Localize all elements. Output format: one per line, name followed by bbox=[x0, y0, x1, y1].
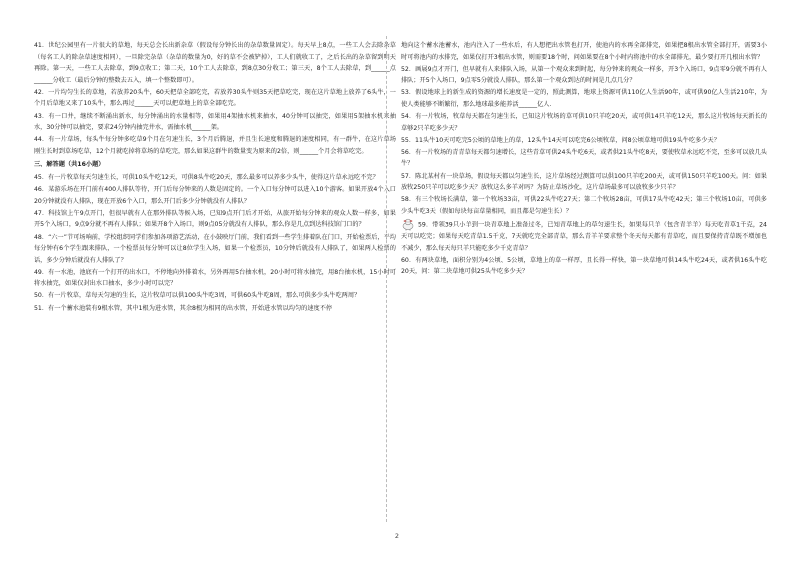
question-46: 46．某游乐场在开门前有400人排队等待，开门后每分钟来的人数是固定的。一个入口每分钟可以进入10个游客。如果开放4个入口20分钟就没有人排队，现在开放6个入口，那么开门后多少分钟就没有人排队？ bbox=[34, 186, 396, 205]
question-49: 49．有一水池，池底有一个打开的出水口，不停地向外排着水，另外再用5台抽水机，20小时可将水抽完，用8台抽水机，15小时可将水抽完，如果仅封出水口抽水，多少小时可以完？ bbox=[34, 268, 396, 288]
question-50: 50．有一片牧草，草每天匀速的生长，这片牧草可以供100头牛吃3周，可供60头牛吃8周，那么可供多少头牛吃两周？ bbox=[34, 292, 361, 300]
question-56: 56．有一片牧场的青青草每天都匀速增长，这些青草可供24头牛吃6天，或者供21头牛吃8天，要使牧草永远吃不完，至多可以放几头牛？ bbox=[401, 148, 767, 168]
question-51-continued: 地向这个蓄水池蓄水，池内注入了一些水后，有人想把出水管也打开，使池内的水再全部排完，如果把8根出水管全部打开，需要3小时可将池内的水排完，如果仅打开3根出水管，则需要18个时，问如果要在8个小时内将池中的水全部排光，最少要打开几根出水管？ bbox=[401, 42, 767, 61]
sheep-icon bbox=[401, 218, 415, 231]
question-59-text: 59．带领39只小羊到一块青草地上准备过冬，已知青草地上的草匀速生长，如果每只羊（包含青羊羊）每天吃青草1千克，24天可以吃完；如果每天吃青草1.5千克，7天就吃完全部青草，那么青羊羊要求整个冬天每天都有青草吃，而且要保持青草既不增加也不减少，那么每天每只羊只能吃多少千克青草？ bbox=[401, 221, 767, 252]
column-divider bbox=[386, 36, 387, 522]
question-44: 44．有一片草场，每头牛每分钟多吃草9个月在匀速生长，3个月后腾退，并且生长速度和腾退的速度相同，有一群牛，在这片草场刚生长时到草场吃草，12个月就吃掉将草场的草吃完，那么如果这群牛的数量变为原来的2倍，则______个月会将草吃完。 bbox=[34, 136, 396, 155]
right-column bbox=[401, 40, 767, 278]
question-51: 51．有一个蓄水池装有9根水管，其中1根为进水管，其余8根为相同的出水管，开始进水管以均匀的速度不停 bbox=[34, 304, 333, 312]
question-58: 58．有三个牧场长满草，第一个牧场33亩，可供22头牛吃27天；第二个牧场28亩，可供17头牛吃42天；第三个牧场10亩，可供多少头牛吃3天（假如每块每亩草量相同，而且都是匀速生长）？ bbox=[401, 196, 767, 215]
question-52: 52．画展9点才开门，但早就有人来排队入场，从第一个观众来到时起，每分钟来的观众一样多，开3个入场口，9点零9分就不再有人排队；开5个入场口，9点零5分就没人排队，那么第一个观众到达的时间是几点几分？ bbox=[401, 65, 767, 85]
question-41: 41．世纪公园里有一片很大的草地，每天总会长出新杂草（假设每分钟长出的杂草数量固定）。每天早上8点，一些工人会去除杂草（每名工人的除杂草速度相同），一旦除完杂草（杂草的数量为0，好的草不会被铲掉），工人们就收工了，之后长出的杂草留到明天再除。第一天，一些工人去除草，到9点收工；第二天，10个工人去除草，到8点30分收工；第三天，8个工人去除草，到______点______分收工（最后分钟的整数去五入，填一个整数即可）。 bbox=[34, 42, 396, 84]
question-60: 60．有两块草地，面积分别为4公顷、5公顷，草地上的草一样厚，且长得一样快，第一块草地可供14头牛吃24天，或者供16头牛吃20天，问：第二块草地可供25头牛吃多少天？ bbox=[401, 256, 767, 276]
question-45: 45．有一片牧草每天匀速生长，可供10头牛吃12天，可供8头牛吃20天，那么最多可以养多少头牛，使得这片草永远吃不完？ bbox=[34, 174, 379, 182]
question-47: 47．科技馆上午9点开门，但很早就有人在那外排队等候入场，已知9点开门后才开始，从旅开始每分钟来的观众人数一样多，如果开5个入场口，9点9分就不再有人排队；如果开8个入场口，则9点05分就没有人排队，那么你是几点到达科技馆门口的？ bbox=[34, 209, 396, 229]
left-column bbox=[34, 40, 396, 315]
question-55: 55．11头牛10天可吃完5公顷的草地上的草，12头牛14天可以吃完6公顷牧草，问8公顷草地可供19头牛吃多少天？ bbox=[401, 136, 720, 144]
question-53: 53．假设地球上的新生成的资源的增长速度是一定的，照此测算，地球上资源可供110亿人生活90年，或可供90亿人生活210年，为使人类能够不断繁衍，那么地球最多能养活______亿人． bbox=[401, 89, 767, 108]
question-48: 48．“六一”节可场响前，学校组织同学们参加各项游艺活动，在小鼓映厅门前，我们看到一些学生排着队在门口，开始检票后，平均每分钟有6个学生跟来排队，一个检票员每分钟可以让8位学生入场，如果一个检票员，10分钟后就没有人排队了，如果两人检票的话，多少分钟后就没有人排队了？ bbox=[34, 233, 396, 264]
question-59 bbox=[401, 218, 767, 254]
question-57: 57．陈北某村有一块草场，假设每天都以匀速生长，这片草场经过测算可以供100只羊吃200天，或可供150只羊吃100天。问：如果放牧250只羊可以吃多少天？放牧这么多羊对吗？为防止草场沙化，这片草场最多可以放牧多少只羊？ bbox=[401, 172, 767, 192]
page-number: 2 bbox=[394, 532, 400, 540]
question-54: 54．有一片牧场，牧草每天都在匀速生长，已知这片牧场的草可供10只羊吃20天，或可供14只羊吃12天，那么这片牧场每天新长的草够2只羊吃多少天？ bbox=[401, 113, 767, 132]
question-42: 42．一片均匀生长的草地，若放养20头牛，60天把草全部吃完，若放养30头牛则35天把草吃完，现在这片草地上放养了6头牛，一个月后草地又来了10头牛，那么再过______天可以把草地上的草全部吃完。 bbox=[34, 88, 396, 108]
section-heading: 三、解答题（共16小题） bbox=[34, 161, 105, 169]
question-43: 43．有一口井，继续不断涌出新水，每分钟涌出的水量相等，如果用4架抽水机来抽水，40分钟可以抽完，如果用5架抽水机来抽水，30分钟可以抽完，要求24分钟内抽完井水，需抽水机______架。 bbox=[34, 112, 396, 132]
